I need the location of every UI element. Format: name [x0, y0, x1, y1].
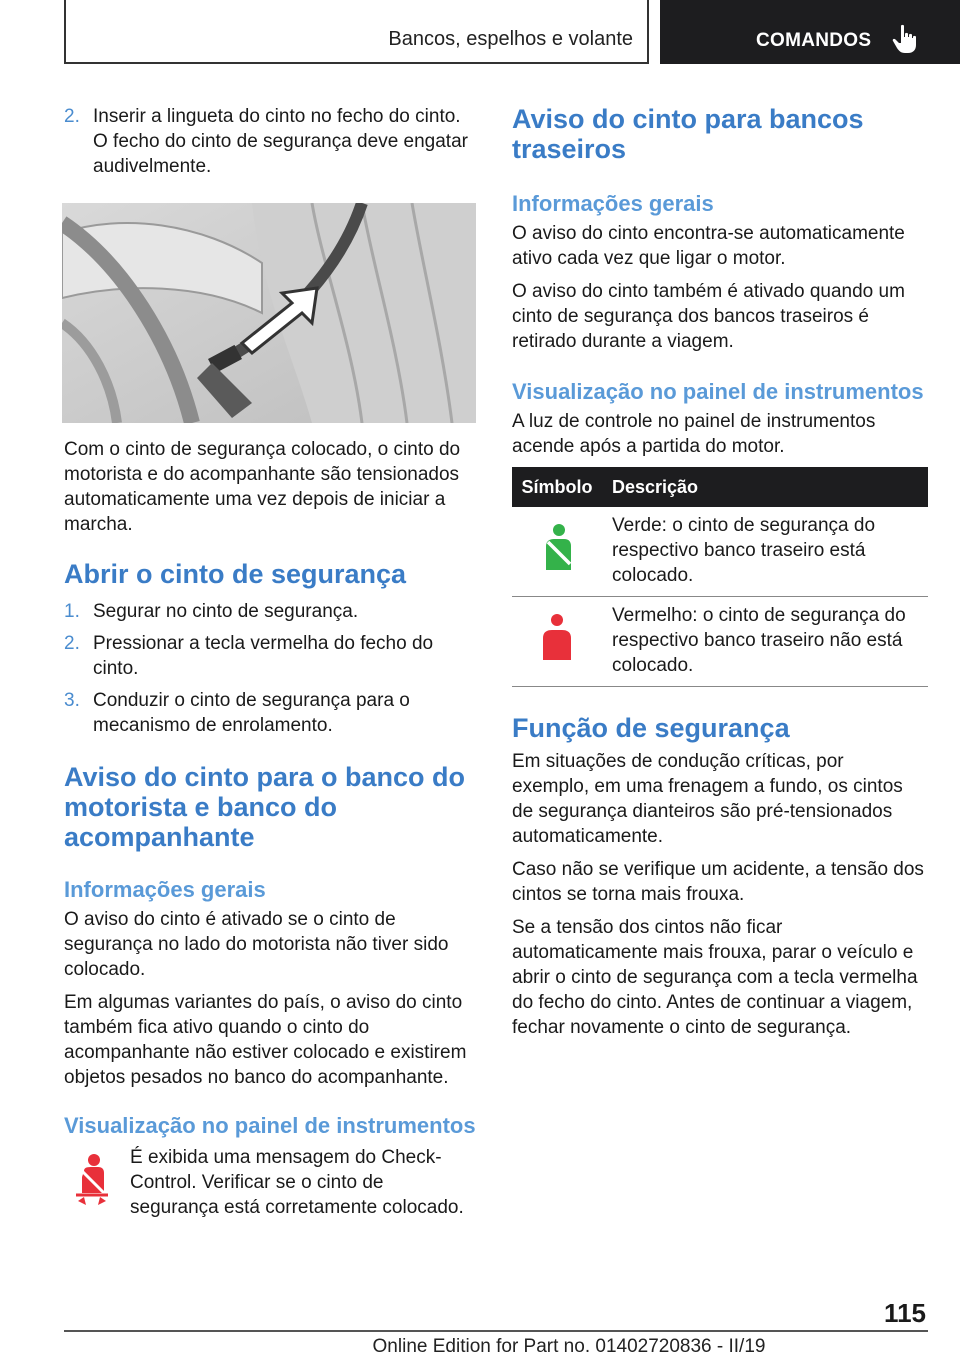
pointing-hand-icon [892, 24, 918, 54]
symbol-cell [512, 507, 602, 597]
seatbelt-warning-icon [72, 1153, 112, 1207]
footer-divider [64, 1330, 928, 1332]
check-control-note [64, 1145, 476, 1225]
list-item [64, 688, 476, 738]
heading-rear-warning: Aviso do cinto para bancos traseiros [512, 104, 864, 164]
note-text: É exibida uma mensagem do Check-Control. Verificar se o cinto de segurança está corretamente colocado. [130, 1147, 464, 1218]
step-text: Segurar no cinto de segurança. [93, 601, 359, 622]
section-tab [64, 0, 649, 64]
edition-footer: Online Edition for Part no. 01402720836 - II/19 [372, 1336, 766, 1357]
red-person-icon [540, 614, 574, 662]
symbol-cell [512, 597, 602, 687]
safety-paragraph-3: Se a tensão dos cintos não ficar automaticamente mais frouxa, parar o veículo e abrir o cinto de segurança com a tecla vermelha do fecho do cinto. Antes de continuar a viagem, fechar novamente o cinto de segurança. [512, 917, 918, 1038]
table-row [512, 507, 928, 597]
safety-paragraph-2: Caso não se verifique um acidente, a tensão dos cintos se torna mais frouxa. [512, 859, 924, 905]
page-header [0, 0, 960, 66]
open-steps [64, 599, 476, 738]
step-number: 2. [64, 106, 80, 127]
list-item [64, 631, 476, 681]
step-number: 1. [64, 601, 80, 622]
step-text: Inserir a lingueta do cinto no fecho do cinto. O fecho do cinto de segurança deve engatar audivelmente. [93, 106, 468, 177]
step-number: 3. [64, 690, 80, 711]
chapter-tab [660, 0, 960, 64]
heading-instrument-display: Visualização no painel de instrumentos [64, 1113, 476, 1138]
section-title: Bancos, espelhos e volante [388, 28, 633, 50]
table-row [512, 597, 928, 687]
list-item [64, 599, 476, 624]
tension-paragraph: Com o cinto de segurança colocado, o cinto do motorista e do acompanhante são tensionados automaticamente uma vez depois de iniciar a marcha. [64, 439, 461, 535]
table-header-row [512, 467, 928, 507]
general-paragraph-1: O aviso do cinto é ativado se o cinto de segurança no lado do motorista não tiver sido colocado. [64, 909, 449, 980]
rear-paragraph-2: O aviso do cinto também é ativado quando um cinto de segurança dos bancos traseiros é retirado durante a viagem. [512, 281, 905, 352]
rear-paragraph-3: A luz de controle no painel de instrumentos acende após a partida do motor. [512, 411, 876, 457]
heading-instrument-display: Visualização no painel de instrumentos [512, 379, 924, 404]
step-text: Pressionar a tecla vermelha do fecho do cinto. [93, 633, 434, 679]
rear-paragraph-1: O aviso do cinto encontra-se automaticamente ativo cada vez que ligar o motor. [512, 223, 905, 269]
list-item [64, 104, 476, 179]
description-cell: Verde: o cinto de segurança do respectivo banco traseiro está colocado. [602, 507, 928, 597]
step-number: 2. [64, 633, 80, 654]
description-cell: Vermelho: o cinto de segurança do respectivo banco traseiro não está colocado. [602, 597, 928, 687]
column-header-description: Descrição [602, 467, 928, 507]
step-text: Conduzir o cinto de segurança para o mecanismo de enrolamento. [93, 690, 410, 736]
heading-safety-function: Função de segurança [512, 713, 790, 743]
green-seatbelt-icon [540, 524, 574, 572]
safety-paragraph-1: Em situações de condução críticas, por exemplo, em uma frenagem a fundo, os cintos de segurança dianteiros são pré-tensionados automaticamente. [512, 751, 903, 847]
insert-steps [64, 104, 476, 179]
chapter-title: COMANDOS [756, 30, 872, 51]
left-column [64, 104, 476, 1225]
seatbelt-buckle-photo [62, 203, 476, 423]
heading-general-info: Informações gerais [512, 191, 714, 216]
general-paragraph-2: Em algumas variantes do país, o aviso do cinto também fica ativo quando o cinto do acompanhante não estiver colocado e existirem objetos pesados no banco do acompanhante. [64, 992, 467, 1088]
heading-general-info: Informações gerais [64, 877, 266, 902]
symbol-table [512, 467, 928, 687]
right-column [512, 104, 924, 1048]
heading-driver-warning: Aviso do cinto para o banco do motorista e banco do acompanhante [64, 762, 466, 852]
column-header-symbol: Símbolo [512, 467, 602, 507]
heading-open-belt: Abrir o cinto de segurança [64, 559, 407, 589]
page-number: 115 [884, 1298, 926, 1328]
